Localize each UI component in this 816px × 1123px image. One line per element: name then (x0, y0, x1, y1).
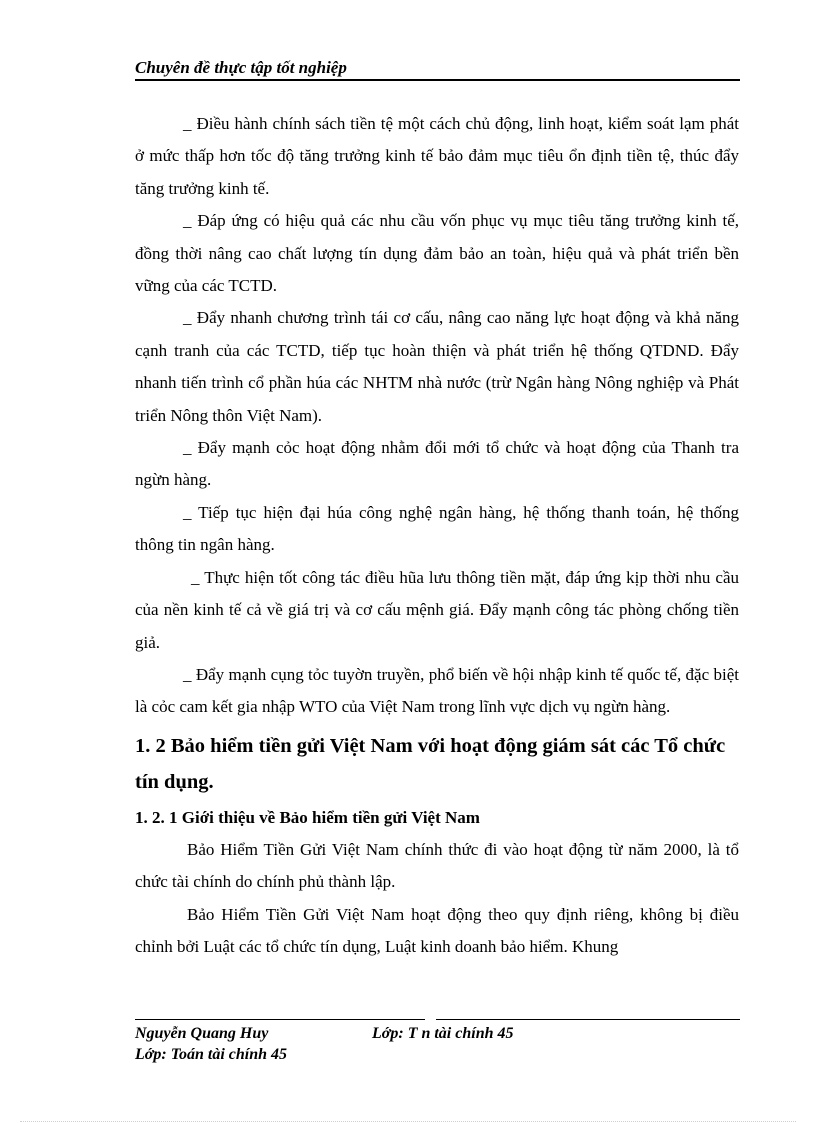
paragraph-bullet: _ Đẩy mạnh cụng tỏc tuyờn truyền, phổ biến về hội nhập kinh tế quốc tế, đặc biệt là cỏc cam kết gia nhập WTO của Việt Nam trong lĩnh vực dịch vụ ngừn hàng. (135, 664, 739, 717)
paragraph: Bảo Hiểm Tiền Gửi Việt Nam hoạt động theo quy định riêng, không bị điều chỉnh bởi Luật các tổ chức tín dụng, Luật kinh doanh bảo hiểm. Khung (135, 904, 739, 956)
paragraph-bullet: _ Đẩy nhanh chương trình tái cơ cấu, nâng cao năng lực hoạt động và khả năng cạnh tranh của các TCTD, tiếp tục hoàn thiện và phát triển hệ thống QTDND. Đẩy nhanh tiến trình cổ phần húa các NHTM nhà nước (trừ Ngân hàng Nông nghiệp và Phát triển Nông thôn Việt Nam). (135, 308, 739, 425)
footer-rule-left (135, 1019, 425, 1020)
footer-rule-right (436, 1019, 740, 1020)
footer-class-left: Lớp: Toán tài chính 45 (135, 1046, 288, 1063)
paragraph: Bảo Hiểm Tiền Gửi Việt Nam chính thức đi vào hoạt động từ năm 2000, là tổ chức tài chính do chính phủ thành lập. (135, 839, 739, 892)
header-rule (135, 79, 740, 81)
footer-author: Nguyễn Quang Huy (135, 1025, 269, 1042)
document-body (135, 108, 739, 963)
paragraph-bullet: _ Đẩy mạnh cỏc hoạt động nhằm đổi mới tổ chức và hoạt động của Thanh tra ngừn hàng. (135, 438, 739, 490)
paragraph-bullet: _ Điều hành chính sách tiền tệ một cách chủ động, linh hoạt, kiểm soát lạm phát ở mức thấp hơn tốc độ tăng trưởng kinh tế bảo đảm mục tiêu ổn định tiền tệ, thúc đẩy tăng trưởng kinh tế. (135, 114, 739, 198)
footer-class-right: Lớp: T n tài chính 45 (372, 1025, 514, 1042)
paragraph-bullet: _ Thực hiện tốt công tác điều hũa lưu thông tiền mặt, đáp ứng kịp thời nhu cầu của nền kinh tế cả về giá trị và cơ cấu mệnh giá. Đẩy mạnh công tác phòng chống tiền giả. (135, 567, 739, 652)
page-bottom-divider (20, 1121, 796, 1122)
header-title: Chuyên đề thực tập tốt nghiệp (135, 58, 347, 77)
subsection-heading: 1. 2. 1 Giới thiệu về Bảo hiểm tiền gửi Việt Nam (135, 807, 480, 827)
section-heading: 1. 2 Bảo hiểm tiền gửi Việt Nam với hoạt động giám sát các Tổ chức tín dụng. (135, 734, 726, 793)
paragraph-bullet: _ Đáp ứng có hiệu quả các nhu cầu vốn phục vụ mục tiêu tăng trưởng kinh tế, đồng thời nâng cao chất lượng tín dụng đảm bảo an toàn, hiệu quả và phát triển bền vững của các TCTD. (135, 211, 739, 296)
paragraph-bullet: _ Tiếp tục hiện đại húa công nghệ ngân hàng, hệ thống thanh toán, hệ thống thông tin ngân hàng. (135, 502, 739, 555)
